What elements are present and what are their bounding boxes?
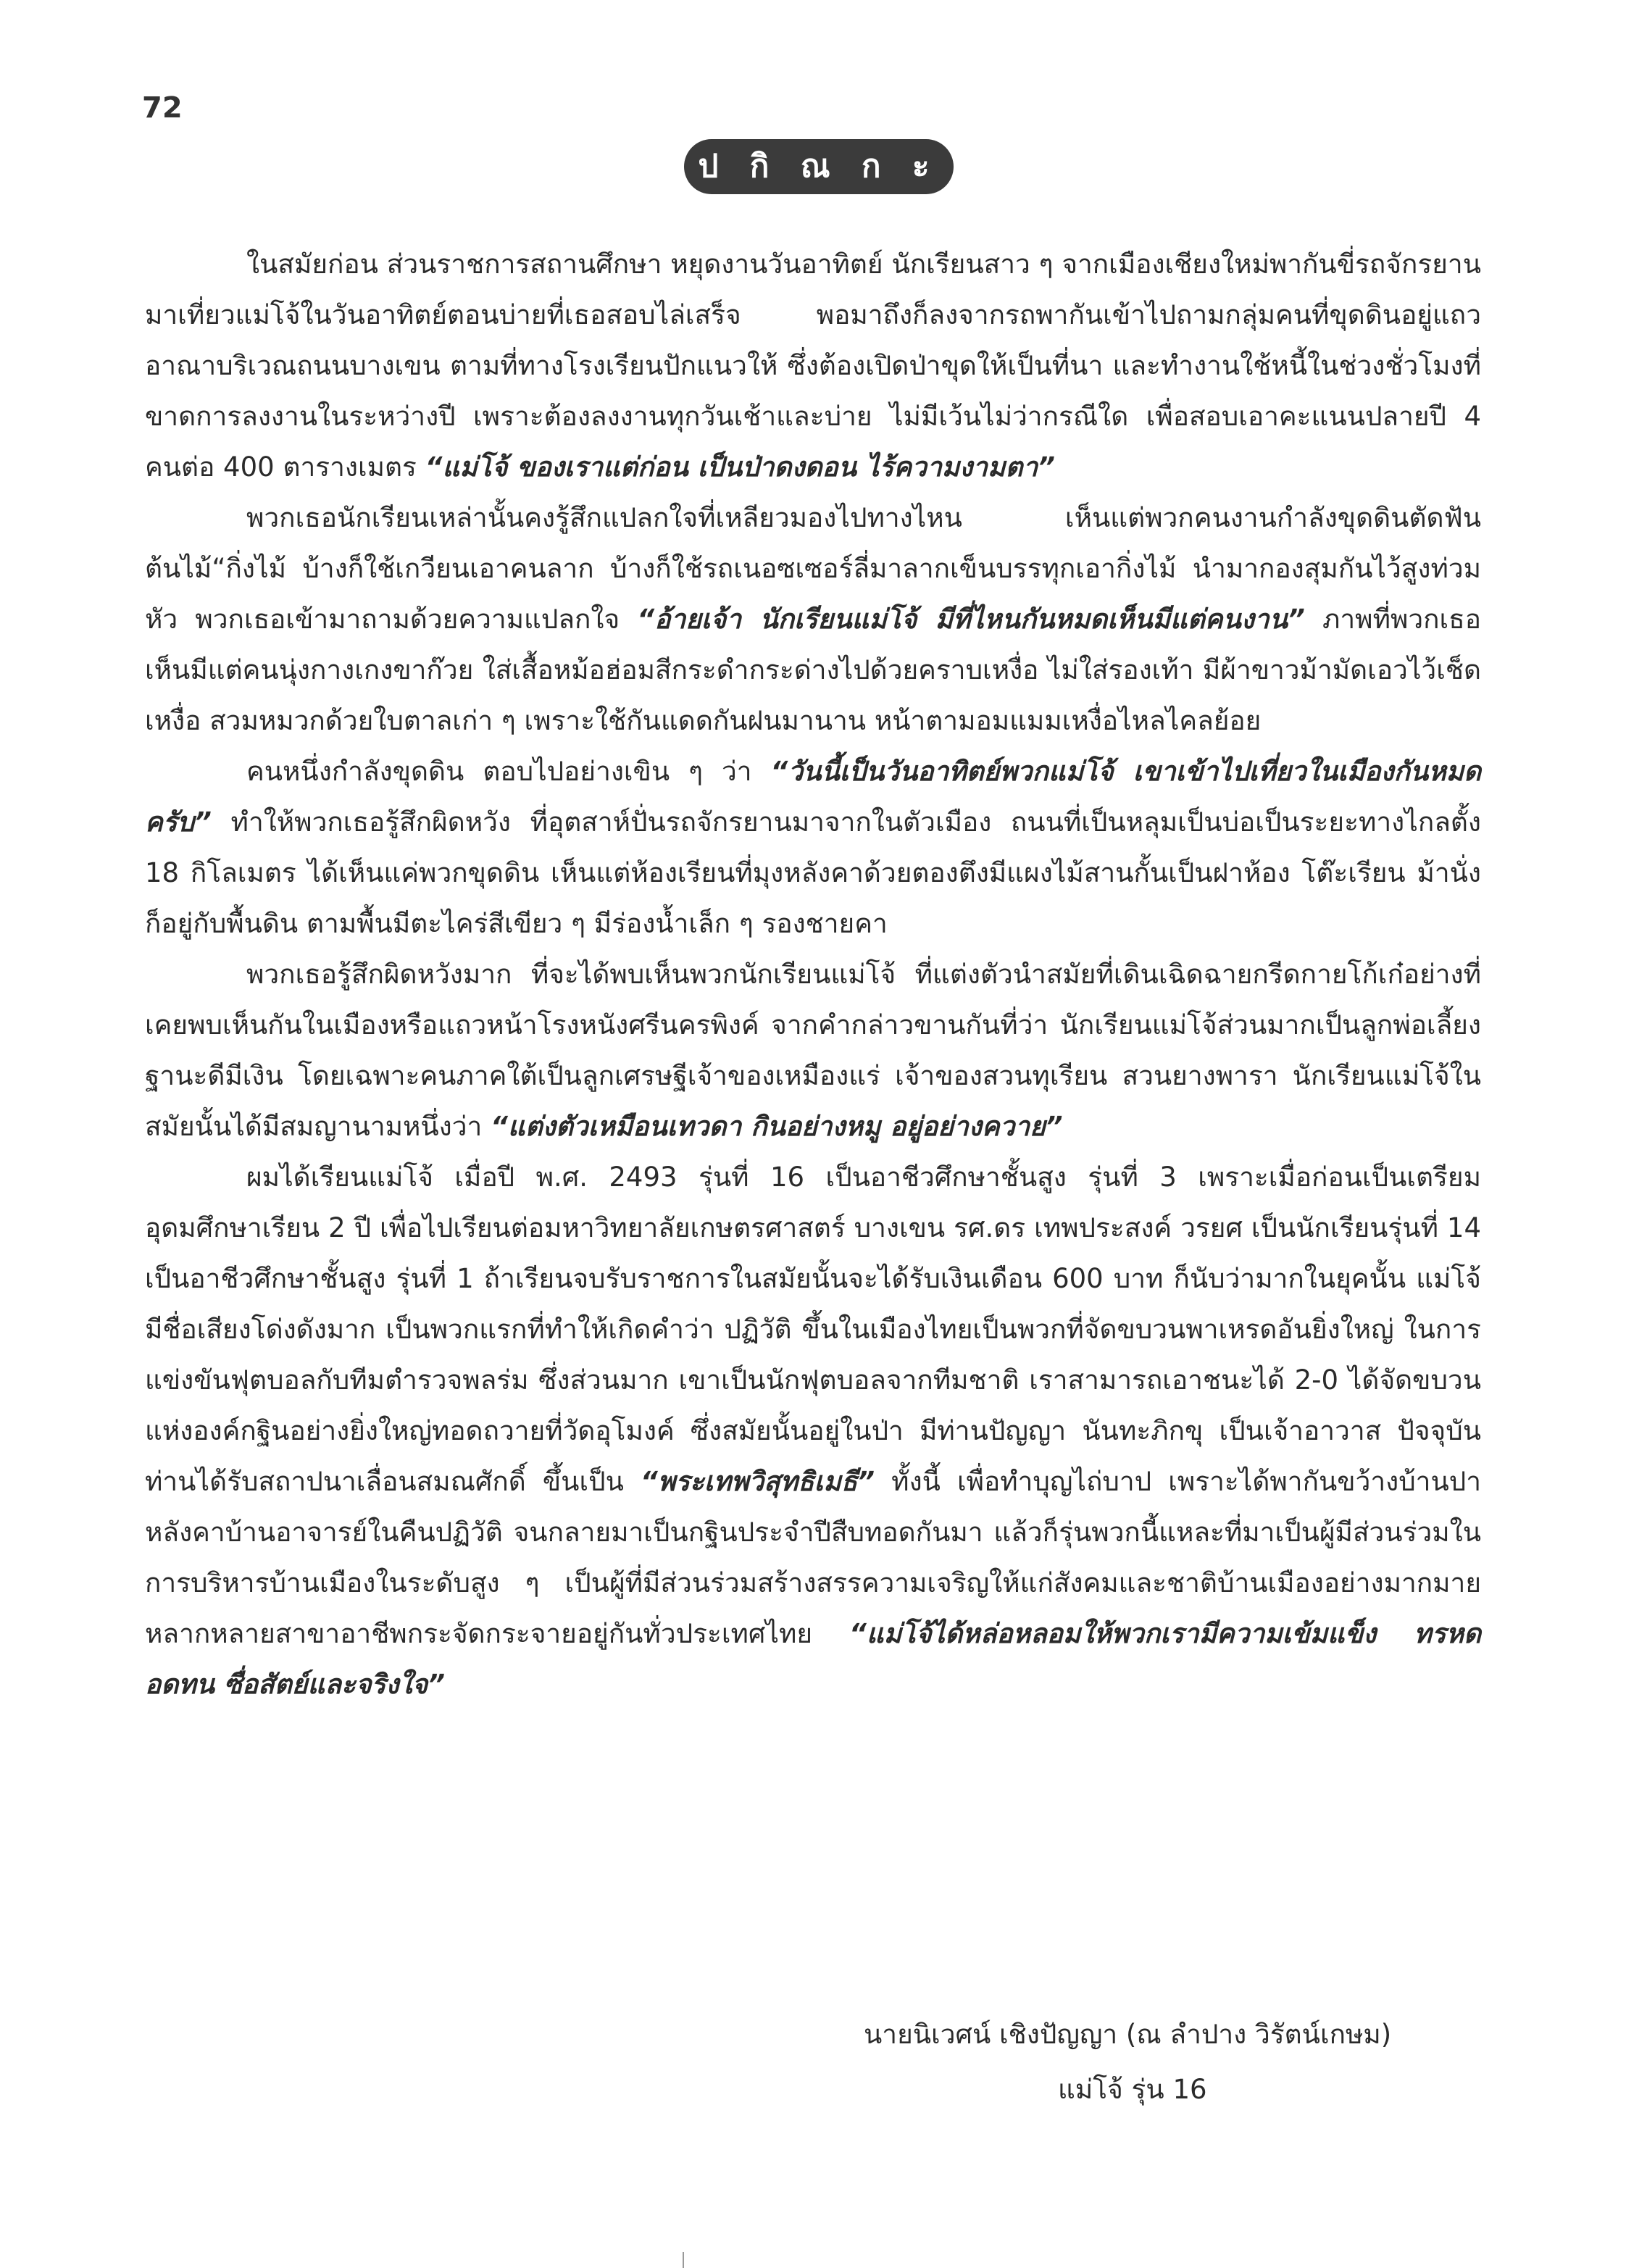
emphasized-quote: “แต่งตัวเหมือนเทวดา กินอย่างหมู อยู่อย่างควาย” [491,1111,1063,1142]
paragraph-text: ทำให้พวกเธอรู้สึกผิดหวัง ที่อุตสาห์ปั่นรถจักรยานมาจากในตัวเมือง ถนนที่เป็นหลุมเป็นบ่อเป็นระยะทางไกลตั้ง 18 กิโลเมตร ได้เห็นแค่พวกขุดดิน เห็นแต่ห้องเรียนที่มุงหลังคาด้วยตองตึงมีแผงไม้สานกั้นเป็นฝาห้อง โต๊ะเรียน ม้านั่งก็อยู่กับพื้นดิน ตามพื้นมีตะไคร่สีเขียว ๆ มีร่องน้ำเล็ก ๆ รองชายคา [145,806,1481,939]
emphasized-quote: “แม่โจ้ ของเราแต่ก่อน เป็นป่าดงดอน ไร้ความงามตา” [425,451,1055,483]
article-body [145,239,1481,1710]
author-name: นายนิเวศน์ เชิงปัญญา (ณ ลำปาง วิรัตน์เกษม) [864,2019,1392,2050]
emphasized-quote: “แม่โจ้ได้หล่อหลอมให้พวกเรามีความเข้มแข็ง ทรหดอดทน ซื่อสัตย์และจริงใจ” [145,1618,1481,1700]
paragraph [145,746,1481,949]
paragraph-text: ภาพที่พวกเธอเห็นมีแต่คนนุ่งกางเกงขาก๊วย ใส่เสื้อหม้อฮ่อมสีกระดำกระด่างไปด้วยคราบเหงื่อ ไม่ใส่รองเท้า มีผ้าขาวม้ามัดเอวไว้เช็ดเหงื่อ สวมหมวกด้วยใบตาลเก่า ๆ เพราะใช้กันแดดกันฝนมานาน หน้าตามอมแมมเหงื่อไหลไคลย้อย [145,604,1481,736]
paragraph [145,1152,1481,1710]
paragraph-text: ผมได้เรียนแม่โจ้ เมื่อปี พ.ศ. 2493 รุ่นที่ 16 เป็นอาชีวศึกษาชั้นสูง รุ่นที่ 3 เพราะเมื่อก่อนเป็นเตรียมอุดมศึกษาเรียน 2 ปี เพื่อไปเรียนต่อมหาวิทยาลัยเกษตรศาสตร์ บางเขน รศ.ดร เทพประสงค์ วรยศ เป็นนักเรียนรุ่นที่ 14 เป็นอาชีวศึกษาชั้นสูง รุ่นที่ 1 ถ้าเรียนจบรับราชการในสมัยนั้นจะได้รับเงินเดือน 600 บาท ก็นับว่ามากในยุคนั้น แม่โจ้มีชื่อเสียงโด่งดังมาก เป็นพวกแรกที่ทำให้เกิดคำว่า ปฏิวัติ ขึ้นในเมืองไทยเป็นพวกที่จัดขบวนพาเหรดอันยิ่งใหญ่ ในการแข่งขันฟุตบอลกับทีมตำรวจพลร่ม ซึ่งส่วนมาก เขาเป็นนักฟุตบอลจากทีมชาติ เราสามารถเอาชนะได้ 2-0 ได้จัดขบวนแห่งองค์กฐินอย่างยิ่งใหญ่ทอดถวายที่วัดอุโมงค์ ซึ่งสมัยนั้นอยู่ในป่า มีท่านปัญญา นันทะภิกขุ เป็นเจ้าอาวาส ปัจจุบันท่านได้รับสถาปนาเลื่อนสมณศักดิ์ ขึ้นเป็น [145,1162,1482,1497]
paragraph-text: คนหนึ่งกำลังขุดดิน ตอบไปอย่างเขิน ๆ ว่า [246,756,771,787]
paragraph [145,949,1481,1152]
emphasized-quote: “พระเทพวิสุทธิเมธี” [640,1466,875,1497]
emphasized-quote: “วันนี้เป็นวันอาทิตย์พวกแม่โจ้ เขาเข้าไปเที่ยวในเมืองกันหมดครับ” [145,756,1481,838]
paragraph-text: พวกเธอนักเรียนเหล่านั้นคงรู้สึกแปลกใจที่เหลียวมองไปทางไหน เห็นแต่พวกคนงานกำลังขุดดินตัดฟันต้นไม้“กิ่งไม้ บ้างก็ใช้เกวียนเอาคนลาก บ้างก็ใช้รถเนอซเซอร์ลี่มาลากเข็นบรรทุกเอากิ่งไม้ นำมากองสุมกันไว้สูงท่วมหัว พวกเธอเข้ามาถามด้วยความแปลกใจ [145,502,1481,635]
paragraph-text: ในสมัยก่อน ส่วนราชการสถานศึกษา หยุดงานวันอาทิตย์ นักเรียนสาว ๆ จากเมืองเชียงใหม่พากันขี่รถจักรยานมาเที่ยวแม่โจ้ในวันอาทิตย์ตอนบ่ายที่เธอสอบไล่เสร็จ พอมาถึงก็ลงจากรถพากันเข้าไปถามกลุ่มคนที่ขุดดินอยู่แถวอาณาบริเวณถนนบางเขน ตามที่ทางโรงเรียนปักแนวให้ ซึ่งต้องเปิดป่าขุดให้เป็นที่นา และทำงานใช้หนี้ในช่วงชั่วโมงที่ขาดการลงงานในระหว่างปี เพราะต้องลงงานทุกวันเช้าและบ่าย ไม่มีเว้นไม่ว่ากรณีใด เพื่อสอบเอาคะแนนปลายปี 4 คนต่อ 400 ตารางเมตร [145,249,1481,483]
paragraph-text: พวกเธอรู้สึกผิดหวังมาก ที่จะได้พบเห็นพวกนักเรียนแม่โจ้ ที่แต่งตัวนำสมัยที่เดินเฉิดฉายกรีดกายโก้เก๋อย่างที่เคยพบเห็นกันในเมืองหรือแถวหน้าโรงหนังศรีนครพิงค์ จากคำกล่าวขานกันที่ว่า นักเรียนแม่โจ้ส่วนมากเป็นลูกพ่อเลี้ยงฐานะดีมีเงิน โดยเฉพาะคนภาคใต้เป็นลูกเศรษฐีเจ้าของเหมืองแร่ เจ้าของสวนทุเรียน สวนยางพารา นักเรียนแม่โจ้ในสมัยนั้นได้มีสมญานามหนึ่งว่า [145,959,1481,1142]
emphasized-quote: “อ้ายเจ้า นักเรียนแม่โจ้ มีที่ไหนกันหมดเห็นมีแต่คนงาน” [637,604,1305,635]
paragraph-text: ทั้งนี้ เพื่อทำบุญไถ่บาป เพราะได้พากันขว้างบ้านปาหลังคาบ้านอาจารย์ในคืนปฏิวัติ จนกลายมาเป็นกฐินประจำปีสืบทอดกันมา แล้วก็รุ่นพวกนี้แหละที่มาเป็นผู้มีส่วนร่วมในการบริหารบ้านเมืองในระดับสูง ๆ เป็นผู้ที่มีส่วนร่วมสร้างสรรความเจริญให้แก่สังคมและชาติบ้านเมืองอย่างมากมายหลากหลายสาขาอาชีพกระจัดกระจายอยู่กันทั่วประเทศไทย [145,1466,1482,1649]
section-title: ป กิ ณ ก ะ [684,139,954,194]
page-fold-mark [683,2252,684,2268]
signature-block [864,2007,1429,2117]
paragraph [145,493,1481,746]
paragraph [145,239,1481,493]
author-class: แม่โจ้ รุ่น 16 [1058,2074,1207,2105]
page-number: 72 [142,91,183,125]
